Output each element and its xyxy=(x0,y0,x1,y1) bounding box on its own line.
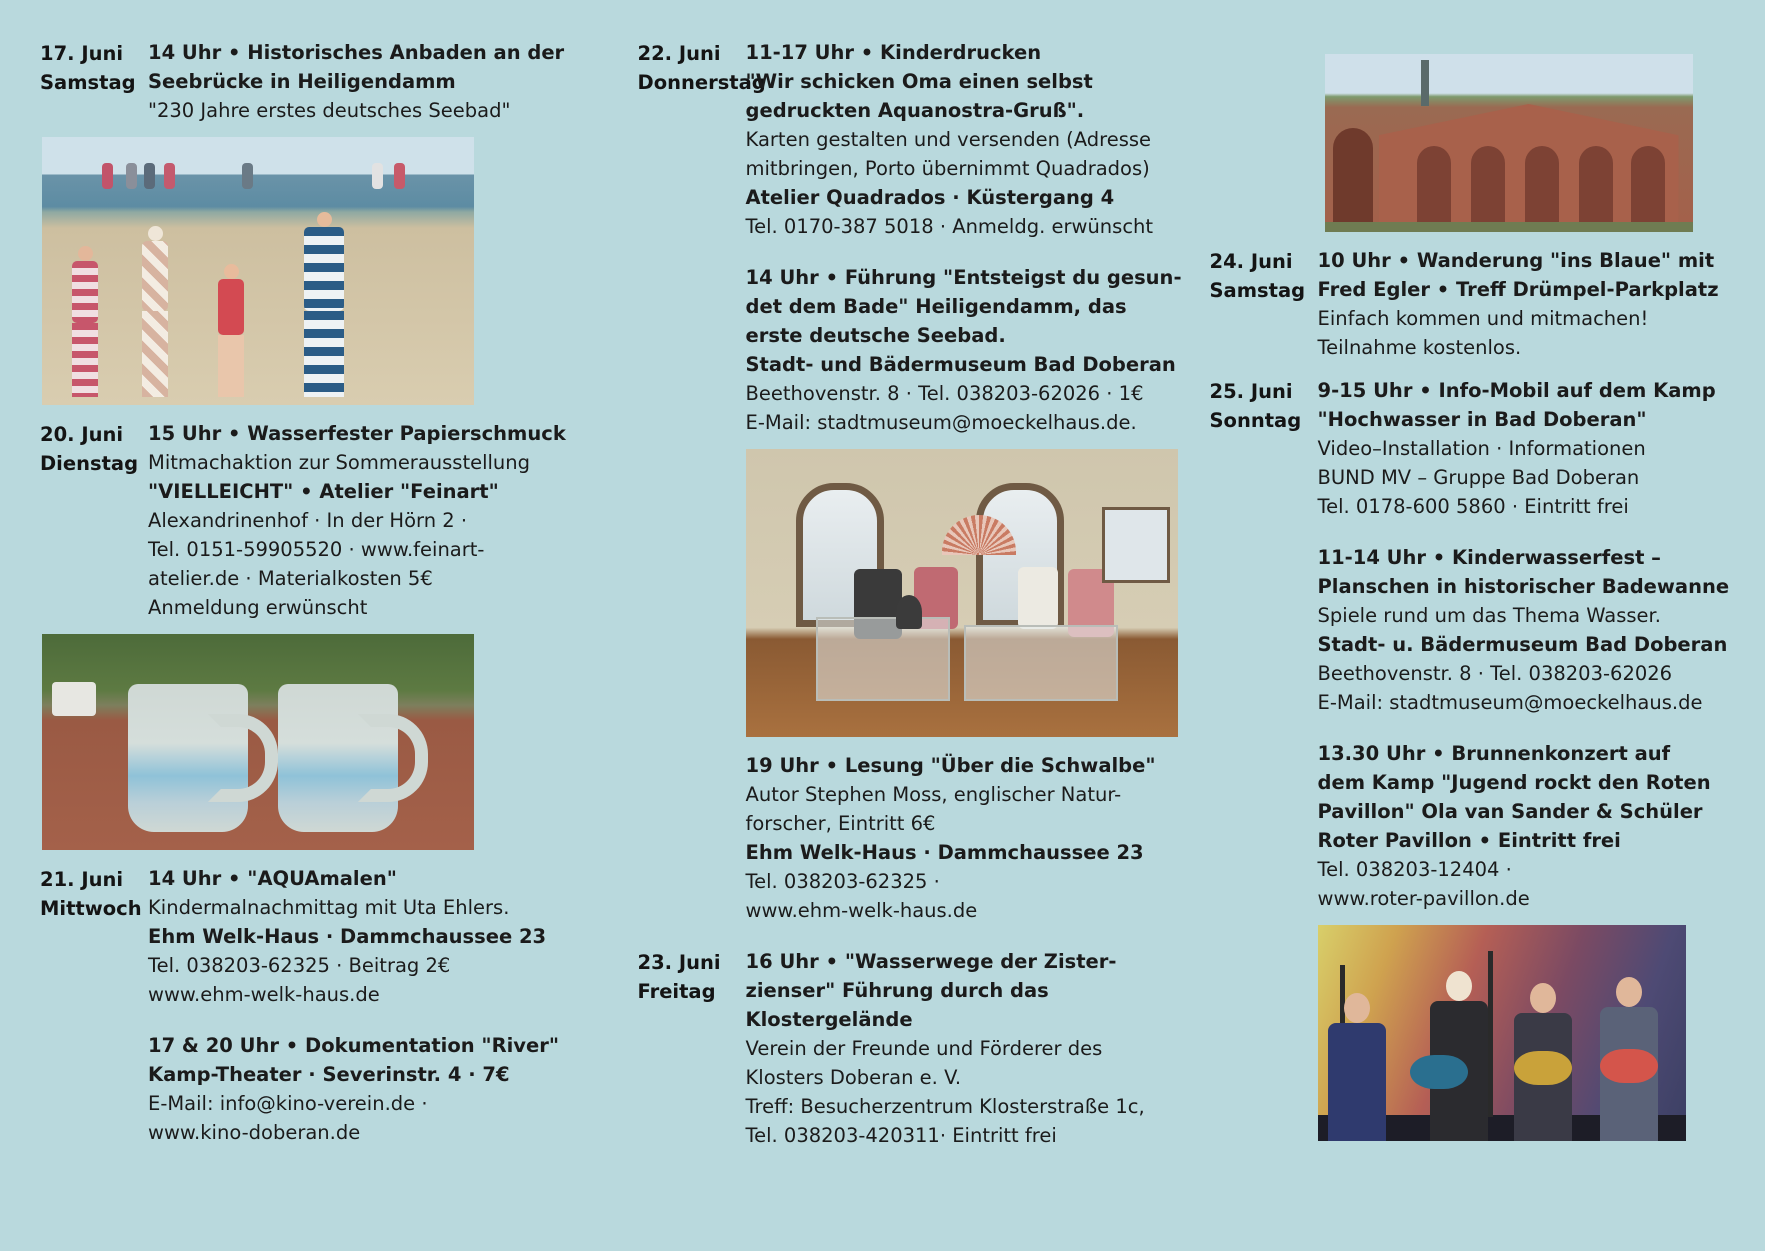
event-body xyxy=(746,947,1190,1150)
photo-arch xyxy=(1631,146,1665,224)
event-line: "Hochwasser in Bad Doberan" xyxy=(1317,408,1647,431)
photo-bust xyxy=(896,595,922,629)
photo-arch xyxy=(1417,146,1451,224)
date-weekday: Freitag xyxy=(637,980,716,1003)
event-entry xyxy=(638,947,1190,1150)
date-weekday: Samstag xyxy=(1209,279,1306,302)
date-day: 25. Juni xyxy=(1209,380,1293,403)
event-line: mitbringen, Porto übernimmt Quadrados) xyxy=(745,157,1150,180)
event-line: Kindermalnachmittag mit Uta Ehlers. xyxy=(148,896,510,919)
event-line: www.roter-pavillon.de xyxy=(1317,887,1530,910)
event-line: Fred Egler • Treff Drümpel-Parkplatz xyxy=(1317,278,1719,301)
event-line: 11-17 Uhr • Kinderdrucken xyxy=(745,41,1042,64)
event-line: gedruckten Aquanostra-Gruß". xyxy=(745,99,1085,122)
event-date xyxy=(40,38,148,97)
event-line: 14 Uhr • Führung "Entsteigst du gesun- xyxy=(745,266,1182,289)
photo-figure xyxy=(72,246,98,397)
event-line: Mitmachaktion zur Sommerausstellung xyxy=(148,451,531,474)
event-line: www.kino-doberan.de xyxy=(148,1121,361,1144)
youth-rock-band-concert-photo xyxy=(1318,925,1686,1141)
event-line: Seebrücke in Heiligendamm xyxy=(148,70,456,93)
event-line: Treff: Besucherzentrum Klosterstraße 1c, xyxy=(745,1095,1145,1118)
photo-jug xyxy=(128,684,248,832)
event-line: Karten gestalten und versenden (Adresse xyxy=(745,128,1152,151)
photo-guitar xyxy=(1410,1055,1468,1089)
event-line: 9-15 Uhr • Info-Mobil auf dem Kamp xyxy=(1317,379,1716,402)
photo-musician xyxy=(1328,993,1386,1141)
event-entry xyxy=(1210,246,1735,362)
date-day: 17. Juni xyxy=(40,42,124,65)
event-body xyxy=(1318,376,1735,1155)
column-middle xyxy=(620,38,1190,1231)
event-date xyxy=(1210,376,1318,435)
museum-exhibition-room-photo xyxy=(746,449,1178,737)
photo-figure xyxy=(142,226,168,397)
event-line: Verein der Freunde und Förderer des xyxy=(745,1037,1103,1060)
event-line: www.ehm-welk-haus.de xyxy=(148,983,380,1006)
photo-arch xyxy=(1579,146,1613,224)
photo-display-case xyxy=(964,625,1118,701)
event-line: dem Kamp "Jugend rockt den Roten xyxy=(1317,771,1711,794)
event-line: erste deutsche Seebad. xyxy=(745,324,1006,347)
event-line: Ehm Welk-Haus · Dammchaussee 23 xyxy=(148,925,547,948)
event-entry xyxy=(40,419,620,622)
photo-garden-chair xyxy=(52,682,96,716)
doberan-brick-ruins-photo xyxy=(1325,54,1693,232)
event-line: Atelier Quadrados · Küstergang 4 xyxy=(745,186,1115,209)
column-right xyxy=(1190,38,1735,1231)
event-date xyxy=(1210,246,1318,305)
date-weekday: Mittwoch xyxy=(40,897,142,920)
event-line: Ehm Welk-Haus · Dammchaussee 23 xyxy=(745,841,1144,864)
event-line: Video–Installation · Informationen xyxy=(1317,437,1646,460)
event-line: Tel. 0151-59905520 · www.feinart- xyxy=(148,538,485,561)
photo-background-figures xyxy=(42,163,474,197)
event-line: zienser" Führung durch das Klostergelände xyxy=(745,979,1049,1031)
event-line: Alexandrinenhof · In der Hörn 2 · xyxy=(148,509,468,532)
event-line: "230 Jahre erstes deutsches Seebad" xyxy=(148,99,511,122)
event-line: forscher, Eintritt 6€ xyxy=(745,812,936,835)
event-line: Tel. 038203-12404 · xyxy=(1317,858,1512,881)
event-line: 14 Uhr • Historisches Anbaden an der xyxy=(148,41,565,64)
event-line: "Wir schicken Oma einen selbst xyxy=(745,70,1093,93)
date-day: 24. Juni xyxy=(1209,250,1293,273)
event-entry xyxy=(40,38,620,125)
date-day: 23. Juni xyxy=(637,951,721,974)
date-day: 22. Juni xyxy=(637,42,721,65)
date-weekday: Sonntag xyxy=(1209,409,1302,432)
photo-arch xyxy=(1471,146,1505,224)
event-line: E-Mail: stadtmuseum@moeckelhaus.de. xyxy=(745,411,1137,434)
event-line: 16 Uhr • "Wasserwege der Zister- xyxy=(745,950,1117,973)
event-line: Tel. 0170-387 5018 · Anmeldg. erwünscht xyxy=(745,215,1154,238)
photo-mic-stand xyxy=(1488,951,1493,1117)
date-day: 21. Juni xyxy=(40,868,124,891)
event-line: Beethovenstr. 8 · Tel. 038203-62026 · 1€ xyxy=(745,382,1144,405)
photo-spire xyxy=(1421,60,1429,106)
event-line: 10 Uhr • Wanderung "ins Blaue" mit xyxy=(1317,249,1715,272)
photo-wall-display xyxy=(1102,507,1170,583)
event-line: Teilnahme kostenlos. xyxy=(1317,336,1522,359)
event-line: "VIELLEICHT" • Atelier "Feinart" xyxy=(148,480,499,503)
event-body xyxy=(1318,246,1735,362)
event-line: Einfach kommen und mitmachen! xyxy=(1317,307,1649,330)
event-line: 17 & 20 Uhr • Dokumentation "River" xyxy=(148,1034,560,1057)
event-line: Autor Stephen Moss, englischer Natur- xyxy=(745,783,1122,806)
photo-lawn xyxy=(1325,222,1693,232)
event-body xyxy=(148,864,620,1147)
event-line: 11-14 Uhr • Kinderwasserfest – xyxy=(1317,546,1661,569)
historical-bathing-beach-photo xyxy=(42,137,474,405)
event-line: BUND MV – Gruppe Bad Doberan xyxy=(1317,466,1640,489)
event-line: Tel. 0178-600 5860 · Eintritt frei xyxy=(1317,495,1629,518)
column-left xyxy=(30,38,620,1231)
date-weekday: Donnerstag xyxy=(637,71,766,94)
event-date xyxy=(40,419,148,478)
event-body xyxy=(746,38,1190,925)
event-body xyxy=(148,419,620,622)
event-line: Tel. 038203-62325 · Beitrag 2€ xyxy=(148,954,451,977)
date-weekday: Dienstag xyxy=(40,452,139,475)
event-line: atelier.de · Materialkosten 5€ xyxy=(148,567,433,590)
event-line: det dem Bade" Heiligendamm, das xyxy=(745,295,1127,318)
event-line: E-Mail: info@kino-verein.de · xyxy=(148,1092,428,1115)
photo-figure xyxy=(218,264,244,397)
event-line: Tel. 038203-62325 · xyxy=(745,870,940,893)
event-body xyxy=(148,38,620,125)
event-line: Stadt- und Bädermuseum Bad Doberan xyxy=(745,353,1176,376)
date-weekday: Samstag xyxy=(40,71,136,94)
event-line: Stadt- u. Bädermuseum Bad Doberan xyxy=(1317,633,1728,656)
photo-guitar xyxy=(1514,1051,1572,1085)
event-line: Roter Pavillon • Eintritt frei xyxy=(1317,829,1621,852)
ceramic-jugs-photo xyxy=(42,634,474,850)
event-line: Pavillon" Ola van Sander & Schüler xyxy=(1317,800,1703,823)
event-entry xyxy=(638,38,1190,925)
event-line: Spiele rund um das Thema Wasser. xyxy=(1317,604,1661,627)
event-line: 14 Uhr • "AQUAmalen" xyxy=(148,867,397,890)
event-entry xyxy=(40,864,620,1147)
photo-arch xyxy=(1525,146,1559,224)
event-line: 19 Uhr • Lesung "Über die Schwalbe" xyxy=(745,754,1156,777)
event-line: E-Mail: stadtmuseum@moeckelhaus.de xyxy=(1317,691,1703,714)
photo-figure xyxy=(304,212,344,397)
event-line: 15 Uhr • Wasserfester Papierschmuck xyxy=(148,422,566,445)
event-date xyxy=(40,864,148,923)
event-line: Beethovenstr. 8 · Tel. 038203-62026 xyxy=(1317,662,1673,685)
event-line: Tel. 038203-420311· Eintritt frei xyxy=(745,1124,1057,1147)
event-date xyxy=(638,947,746,1006)
photo-dress-white xyxy=(1018,567,1058,629)
event-line: Kamp-Theater · Severinstr. 4 · 7€ xyxy=(148,1063,510,1086)
event-line: Planschen in historischer Badewanne xyxy=(1317,575,1730,598)
event-date xyxy=(637,38,766,97)
event-line: www.ehm-welk-haus.de xyxy=(745,899,978,922)
event-line: Klosters Doberan e. V. xyxy=(745,1066,962,1089)
event-line: 13.30 Uhr • Brunnenkonzert auf xyxy=(1317,742,1671,765)
photo-jug xyxy=(278,684,398,832)
event-line: Anmeldung erwünscht xyxy=(148,596,368,619)
photo-display-case xyxy=(816,617,950,701)
photo-guitar xyxy=(1600,1049,1658,1083)
event-entry xyxy=(1210,376,1735,1155)
date-day: 20. Juni xyxy=(40,423,124,446)
